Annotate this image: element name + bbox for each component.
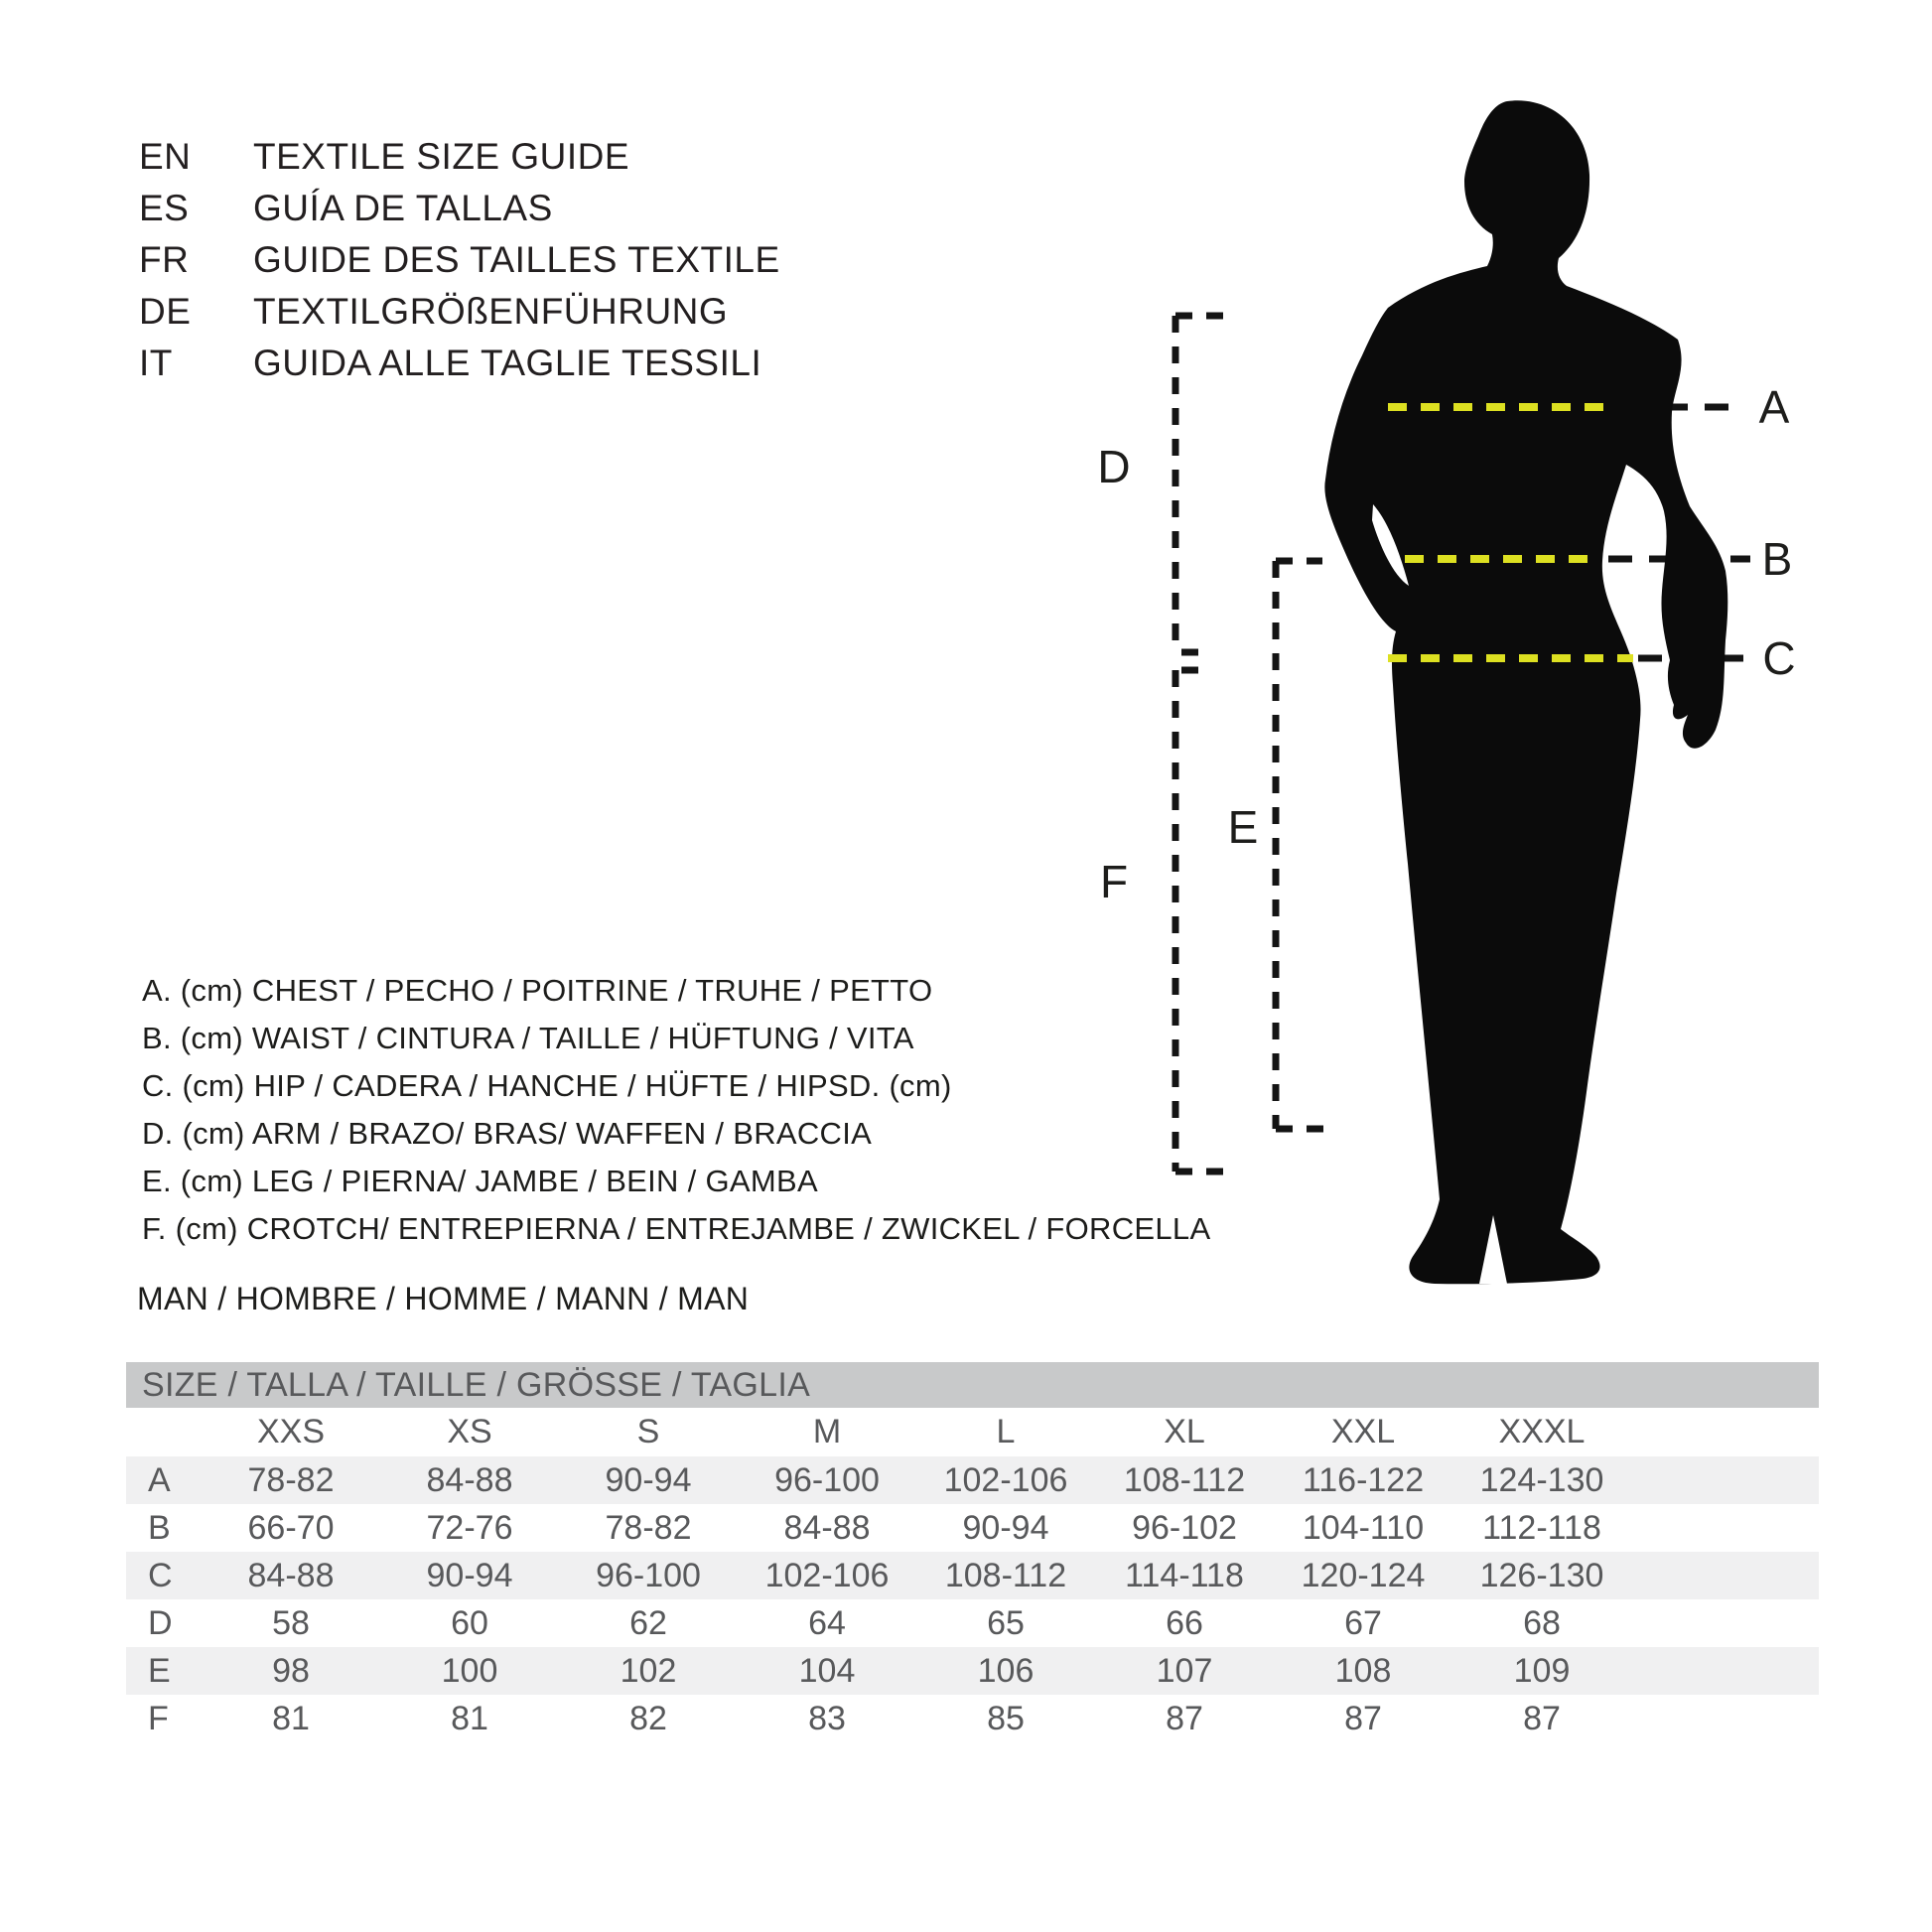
legend-item-arm: D. (cm) ARM / BRAZO/ BRAS/ WAFFEN / BRACCIA <box>142 1116 873 1151</box>
language-code: EN <box>139 136 192 177</box>
language-code: FR <box>139 239 190 280</box>
legend-item-crotch: F. (cm) CROTCH/ ENTREPIERNA / ENTREJAMBE / ZWICKEL / FORCELLA <box>142 1211 1211 1246</box>
row-label: A <box>148 1460 171 1499</box>
language-code: DE <box>139 291 192 332</box>
size-cell: 87 <box>1523 1699 1561 1737</box>
language-code: ES <box>139 188 190 228</box>
table-row-leg <box>126 1647 1819 1695</box>
table-row-arm <box>126 1599 1819 1647</box>
row-label: C <box>148 1556 173 1594</box>
table-row-hip <box>126 1552 1819 1599</box>
size-col-header: XXS <box>256 1413 326 1450</box>
language-row <box>139 286 780 338</box>
row-label: E <box>148 1651 171 1690</box>
size-cell: 116-122 <box>1302 1460 1425 1499</box>
table-row-crotch <box>126 1695 1819 1742</box>
size-cell: 124-130 <box>1479 1460 1604 1499</box>
marker-leg: E <box>1227 801 1259 853</box>
size-cell: 83 <box>808 1699 846 1737</box>
size-cell: 85 <box>987 1699 1025 1737</box>
size-col-header: XS <box>447 1413 492 1450</box>
size-col-header: M <box>812 1413 842 1450</box>
legend-item-chest: A. (cm) CHEST / PECHO / POITRINE / TRUHE / PETTO <box>142 973 933 1008</box>
size-cell: 84-88 <box>247 1556 335 1594</box>
size-cell: 66 <box>1166 1603 1203 1642</box>
size-cell: 81 <box>451 1699 488 1737</box>
row-label: F <box>148 1699 169 1737</box>
size-table <box>126 1362 1819 1742</box>
leg-dimension-line-group <box>1276 561 1330 1129</box>
size-cell: 120-124 <box>1301 1556 1426 1594</box>
man-silhouette-diagram <box>1042 79 1932 1320</box>
size-cell: 66-70 <box>247 1508 335 1547</box>
language-code: IT <box>139 343 173 383</box>
size-cell: 68 <box>1523 1603 1561 1642</box>
size-cell: 90-94 <box>426 1556 513 1594</box>
size-cell: 82 <box>629 1699 667 1737</box>
row-label: D <box>148 1603 173 1642</box>
size-cell: 96-100 <box>774 1460 880 1499</box>
language-title-block <box>139 131 780 389</box>
size-cell: 78-82 <box>605 1508 692 1547</box>
size-cell: 64 <box>808 1603 846 1642</box>
table-row-waist <box>126 1504 1819 1552</box>
size-cell: 84-88 <box>783 1508 871 1547</box>
size-cell: 102 <box>620 1651 677 1690</box>
size-cell: 102-106 <box>943 1460 1068 1499</box>
arm-crotch-dimension-lines <box>1175 316 1223 1172</box>
row-label: B <box>148 1508 171 1547</box>
size-col-header: XXL <box>1330 1413 1396 1450</box>
category-line: MAN / HOMBRE / HOMME / MANN / MAN <box>137 1281 750 1316</box>
size-cell: 104-110 <box>1302 1508 1425 1547</box>
language-row <box>139 338 780 389</box>
marker-arm: D <box>1097 441 1131 492</box>
marker-hip: C <box>1762 632 1796 684</box>
language-title: GUIDA ALLE TAGLIE TESSILI <box>253 343 762 383</box>
size-cell: 96-100 <box>596 1556 701 1594</box>
size-cell: 87 <box>1166 1699 1203 1737</box>
size-cell: 87 <box>1344 1699 1382 1737</box>
size-col-header: S <box>636 1413 660 1450</box>
size-cell: 108 <box>1334 1651 1392 1690</box>
legend-item-waist: B. (cm) WAIST / CINTURA / TAILLE / HÜFTUNG / VITA <box>142 1021 914 1055</box>
language-row <box>139 183 780 234</box>
legend-item-leg: E. (cm) LEG / PIERNA/ JAMBE / BEIN / GAMBA <box>142 1164 818 1198</box>
size-col-header: XXXL <box>1498 1413 1586 1450</box>
size-cell: 100 <box>441 1651 498 1690</box>
size-cell: 109 <box>1513 1651 1571 1690</box>
size-col-header: XL <box>1164 1413 1205 1450</box>
language-title: TEXTILGRÖßENFÜHRUNG <box>253 291 729 332</box>
size-cell: 108-112 <box>944 1556 1067 1594</box>
size-cell: 62 <box>629 1603 667 1642</box>
size-cell: 81 <box>272 1699 310 1737</box>
size-cell: 98 <box>272 1651 310 1690</box>
language-title: GUÍA DE TALLAS <box>253 188 553 228</box>
marker-crotch: F <box>1099 856 1129 907</box>
size-cell: 112-118 <box>1482 1508 1601 1547</box>
size-cell: 106 <box>977 1651 1035 1690</box>
size-cell: 126-130 <box>1479 1556 1604 1594</box>
size-cell: 107 <box>1156 1651 1213 1690</box>
size-cell: 58 <box>272 1603 310 1642</box>
size-table-title: SIZE / TALLA / TAILLE / GRÖSSE / TAGLIA <box>126 1362 1819 1408</box>
size-cell: 60 <box>451 1603 488 1642</box>
size-header-row <box>126 1408 1819 1456</box>
size-cell: 114-118 <box>1125 1556 1244 1594</box>
language-title: TEXTILE SIZE GUIDE <box>253 136 630 177</box>
language-row <box>139 131 780 183</box>
size-cell: 90-94 <box>605 1460 692 1499</box>
size-cell: 96-102 <box>1132 1508 1237 1547</box>
marker-chest: A <box>1758 381 1790 433</box>
man-silhouette <box>1324 100 1727 1284</box>
size-cell: 78-82 <box>247 1460 335 1499</box>
size-cell: 108-112 <box>1123 1460 1246 1499</box>
size-cell: 84-88 <box>426 1460 513 1499</box>
size-cell: 90-94 <box>962 1508 1049 1547</box>
language-title: GUIDE DES TAILLES TEXTILE <box>253 239 780 280</box>
table-row-chest <box>126 1456 1819 1504</box>
size-cell: 102-106 <box>764 1556 890 1594</box>
size-cell: 104 <box>798 1651 856 1690</box>
size-cell: 65 <box>987 1603 1025 1642</box>
body-measurement-diagram <box>1042 79 1932 1320</box>
size-col-header: L <box>996 1413 1016 1450</box>
language-row <box>139 234 780 286</box>
size-cell: 72-76 <box>426 1508 513 1547</box>
legend-item-hip: C. (cm) HIP / CADERA / HANCHE / HÜFTE / HIPSD. (cm) <box>142 1068 952 1103</box>
marker-waist: B <box>1761 533 1793 585</box>
size-cell: 67 <box>1344 1603 1382 1642</box>
